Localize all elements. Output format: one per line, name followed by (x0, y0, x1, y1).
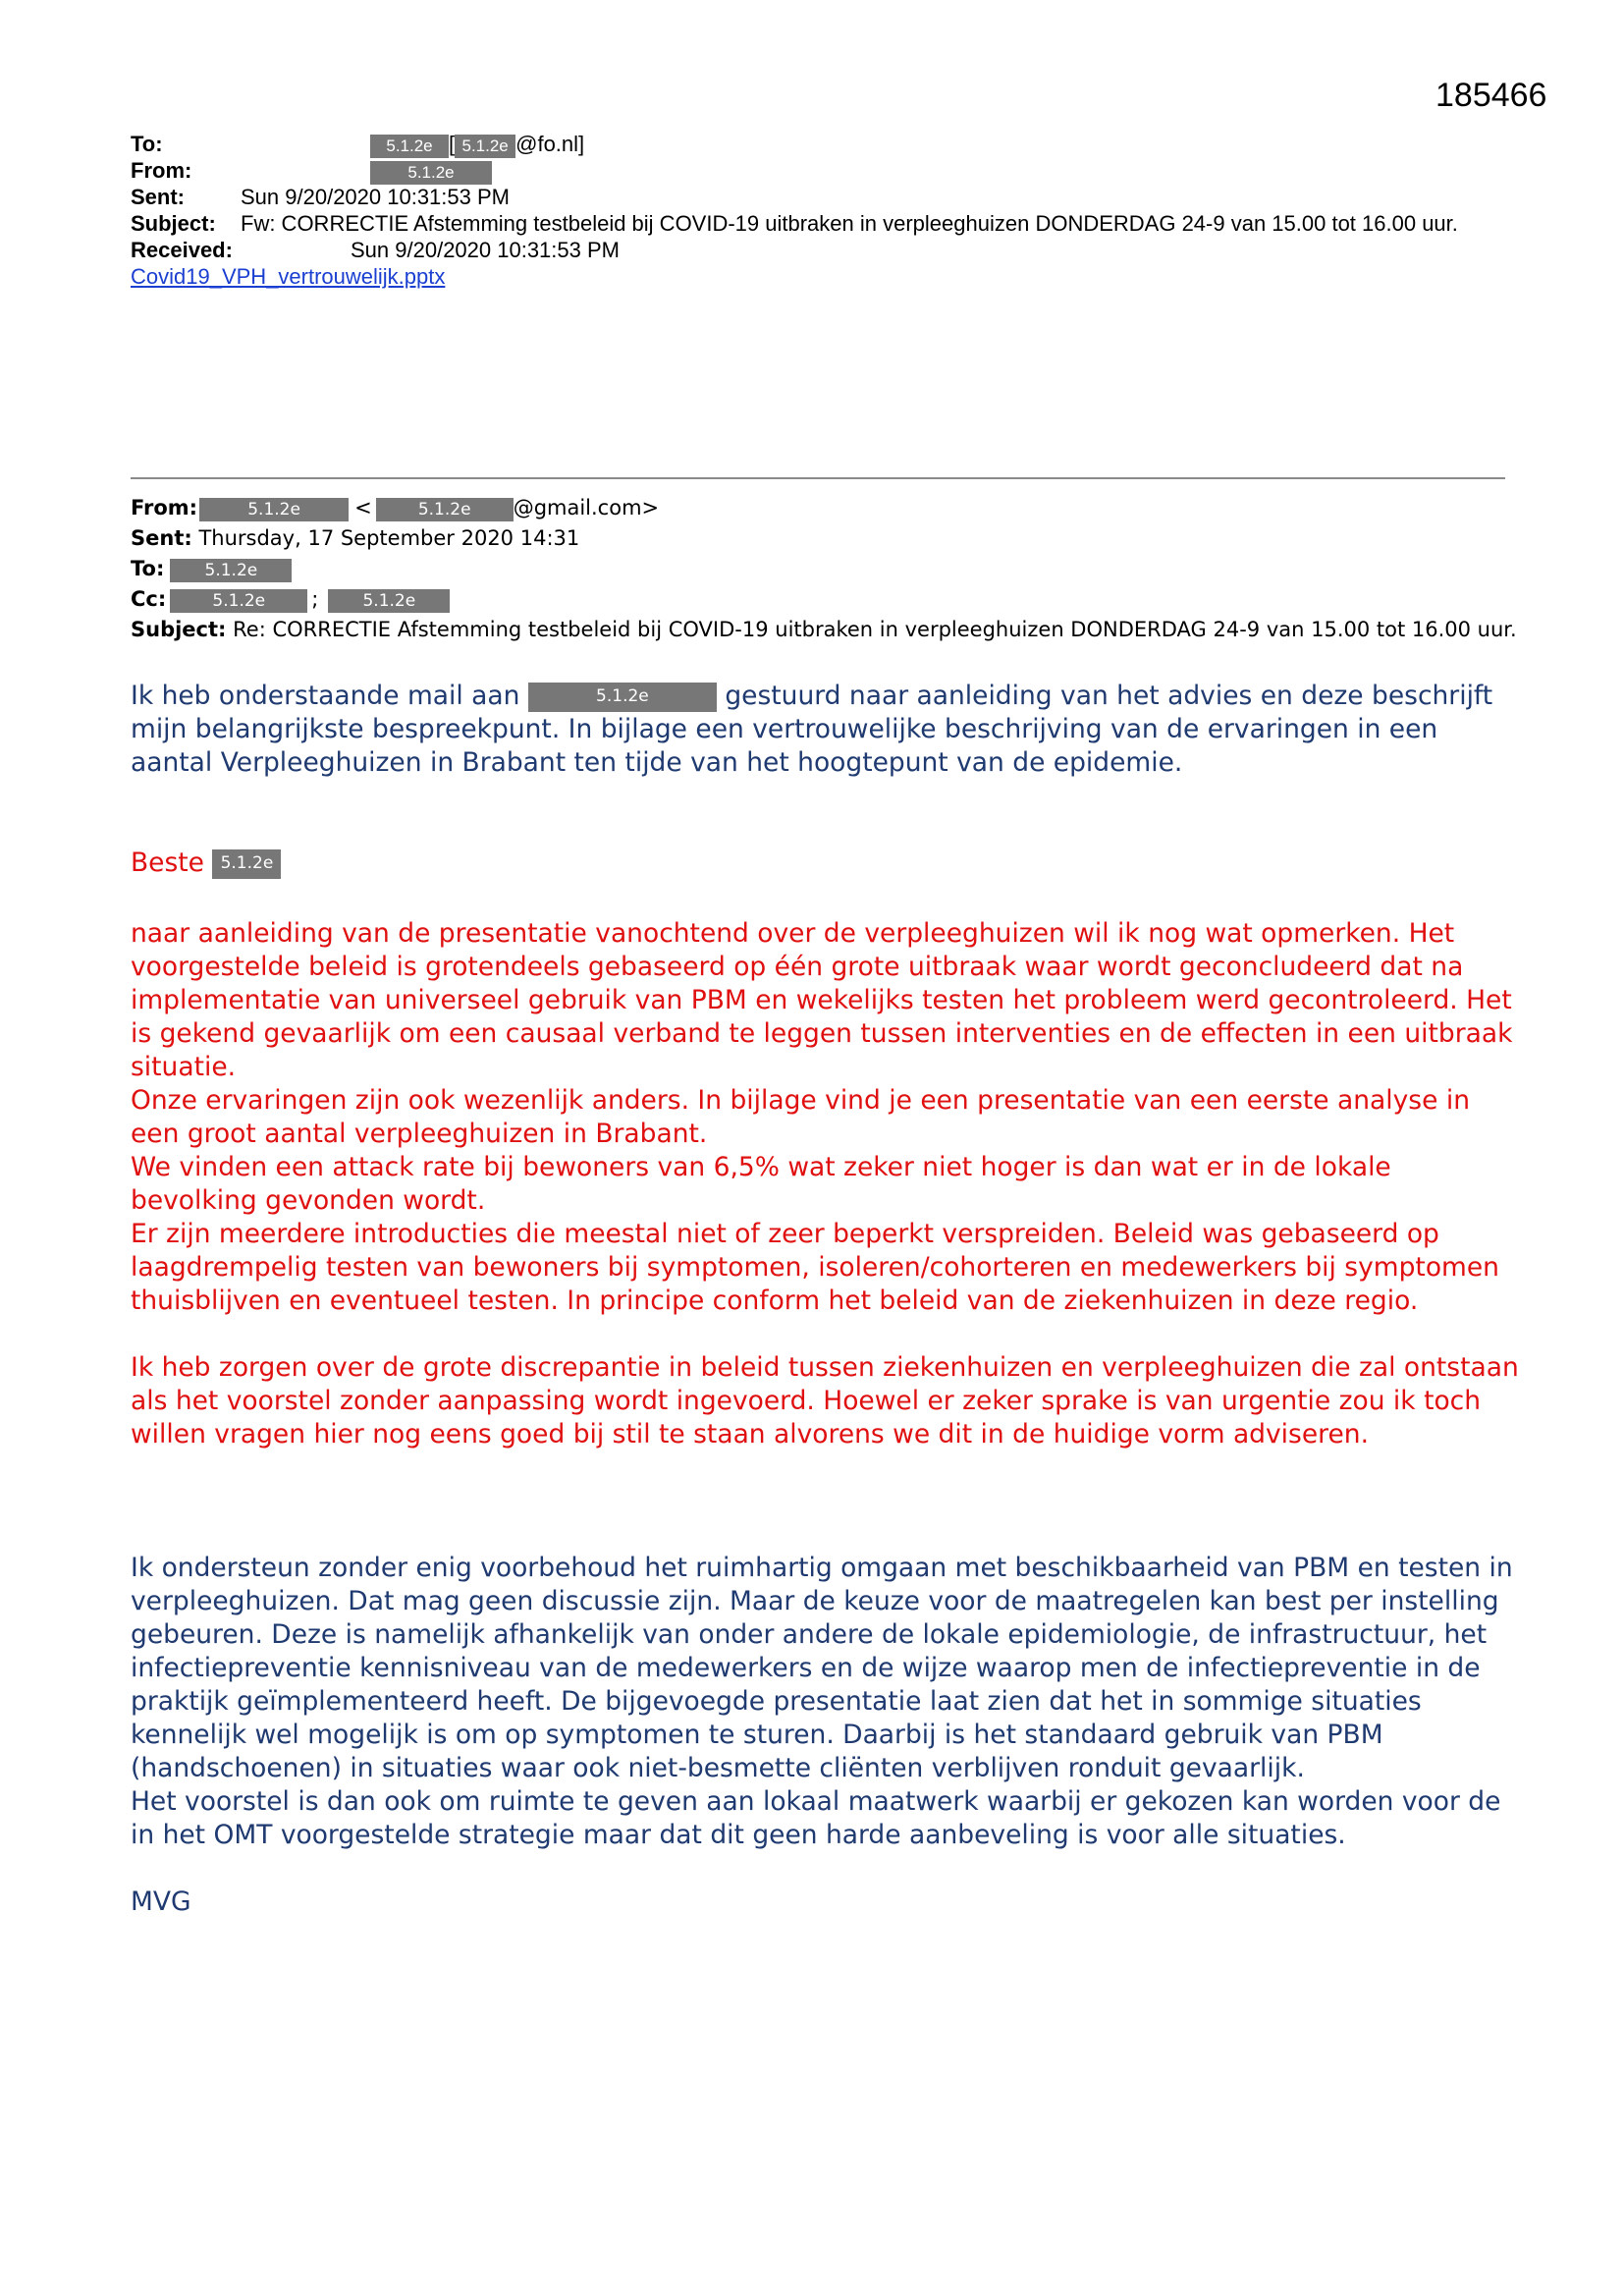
redaction-box: 5.1.2e (170, 559, 292, 582)
redaction-box: 5.1.2e (528, 683, 717, 712)
sent-row (131, 184, 1505, 210)
redaction-box: 5.1.2e (170, 589, 307, 613)
attachment-row (131, 263, 1505, 290)
subject-row (131, 210, 1505, 237)
subject-value: Re: CORRECTIE Afstemming testbeleid bij COVID-19 uitbraken in verpleeghuizen DONDERDAG 24-9 van 15.00 tot 16.00 uur. (233, 618, 1517, 641)
greeting (131, 847, 1525, 880)
redaction-box: 5.1.2e (376, 498, 514, 521)
cc-label: Cc: (131, 587, 167, 611)
sent-label: Sent: (131, 526, 192, 550)
to-row: To: 5.1.2e [ 5.1.2e @fo.nl] (131, 132, 585, 156)
attachment-link[interactable]: Covid19_VPH_vertrouwelijk.pptx (131, 264, 446, 289)
closing-text: Ik ondersteun zonder enig voorbehoud het ruimhartig omgaan met beschikbaarheid van PBM en testen in verpleeghuizen. Dat mag geen discussie zijn. Maar de keuze voor de maatregelen kan best per instelling gebeuren. Deze is namelijk afhankelijk van onder andere de lokale epidemiologie, de infrastructuur, het infectiepreventie kennisniveau van de medewerkers en de wijze waarop men de infectiepreventie in de praktijk geïmplementeerd heeft. De bijgevoegde presentatie laat zien dat het in sommige situaties kennelijk wel mogelijk is om op symptomen te sturen. Daarbij is het standaard gebruik van PBM (handschoenen) in situaties waar ook niet-besmette cliënten verblijven ronduit gevaarlijk. (131, 1553, 1513, 1783)
to-row (131, 554, 1525, 584)
redaction-box: 5.1.2e (370, 161, 492, 185)
quoted-line: Onze ervaringen zijn ook wezenlijk anders. In bijlage vind je een presentatie van een eerste analyse in een groot aantal verpleeghuizen in Brabant. (131, 1085, 1470, 1149)
from-label: From: (131, 158, 192, 183)
quoted-line: Er zijn meerdere introducties die meestal niet of zeer beperkt verspreiden. Beleid was gebaseerd op laagdrempelig testen van bewoners bij symptomen, isoleren/cohorteren en medewerkers bij symptomen thuisblijven en eventueel testen. In principe conform het beleid van de ziekenhuizen in deze regio. (131, 1219, 1499, 1316)
to-label: To: (131, 132, 163, 156)
sent-row (131, 523, 1525, 554)
quoted-paragraph-3: Ik heb zorgen over de grote discrepantie in beleid tussen ziekenhuizen en verpleeghuizen die zal ontstaan als het voorstel zonder aanpassing wordt ingevoerd. Hoewel er zeker sprake is van urgentie zou ik toch willen vragen hier nog eens goed bij stil te staan alvorens we dit in de huidige vorm adviseren. (131, 1352, 1519, 1449)
from-row: From: 5.1.2e < 5.1.2e @gmail.com> (131, 496, 660, 519)
redaction-box: 5.1.2e (212, 849, 281, 879)
quoted-line: We vinden een attack rate bij bewoners van 6,5% wat zeker niet hoger is dan wat er in de lokale bevolking gevonden wordt. (131, 1152, 1391, 1216)
received-label: Received: (131, 238, 233, 262)
redaction-box: 5.1.2e (328, 589, 450, 613)
intro-text: gestuurd naar aanleiding van het advies en deze beschrijft mijn belangrijkste bespreekpunt. In bijlage een vertrouwelijke beschrijving van de ervaringen in een aantal Verpleeghuizen in Brabant ten tijde van het hoogtepunt van de epidemie. (131, 681, 1493, 778)
sent-value: Sun 9/20/2020 10:31:53 PM (241, 185, 510, 209)
subject-row (131, 615, 1525, 645)
subject-label: Subject: (131, 618, 227, 641)
from-label: From: (131, 496, 198, 519)
signoff: MVG (131, 1886, 191, 1917)
quoted-paragraph-2 (131, 1084, 1525, 1318)
quoted-paragraph-1: naar aanleiding van de presentatie vanochtend over de verpleeghuizen wil ik nog wat opmerken. Het voorgestelde beleid is grotendeels gebaseerd op één grote uitbraak waar wordt geconcludeerd dat na implementatie van universeel gebruik van PBM en wekelijks testen het probleem werd gecontroleerd. Het is gekend gevaarlijk om een causaal verband te leggen tussen interventies en de effecten in een uitbraak situatie. (131, 918, 1513, 1082)
document-number: 185466 (1435, 77, 1547, 114)
greeting-text: Beste (131, 847, 204, 878)
redaction-box: 5.1.2e (370, 135, 449, 158)
redaction-box: 5.1.2e (455, 135, 515, 158)
intro-text: Ik heb onderstaande mail aan (131, 681, 520, 711)
to-label: To: (131, 557, 165, 580)
cc-row: Cc: 5.1.2e ; 5.1.2e (131, 584, 1525, 615)
intro-paragraph (131, 680, 1525, 780)
subject-label: Subject: (131, 211, 216, 236)
subject-value: Fw: CORRECTIE Afstemming testbeleid bij COVID-19 uitbraken in verpleeghuizen DONDERDAG 24-9 van 15.00 tot 16.00 uur. (241, 211, 1458, 236)
to-domain: @fo.nl] (515, 132, 585, 156)
forward-header (131, 131, 1505, 290)
from-domain: @gmail.com> (513, 496, 660, 519)
redaction-box: 5.1.2e (199, 498, 349, 521)
received-value: Sun 9/20/2020 10:31:53 PM (351, 238, 620, 262)
original-header (131, 493, 1525, 645)
received-row (131, 237, 1505, 263)
from-row (131, 157, 1505, 184)
sent-label: Sent: (131, 185, 185, 209)
closing-paragraph (131, 1552, 1525, 1852)
sent-value: Thursday, 17 September 2020 14:31 (198, 526, 580, 550)
closing-text: Het voorstel is dan ook om ruimte te geven aan lokaal maatwerk waarbij er gekozen kan worden voor de in het OMT voorgestelde strategie maar dat dit geen harde aanbeveling is voor alle situaties. (131, 1786, 1501, 1850)
separator-line (131, 477, 1505, 479)
